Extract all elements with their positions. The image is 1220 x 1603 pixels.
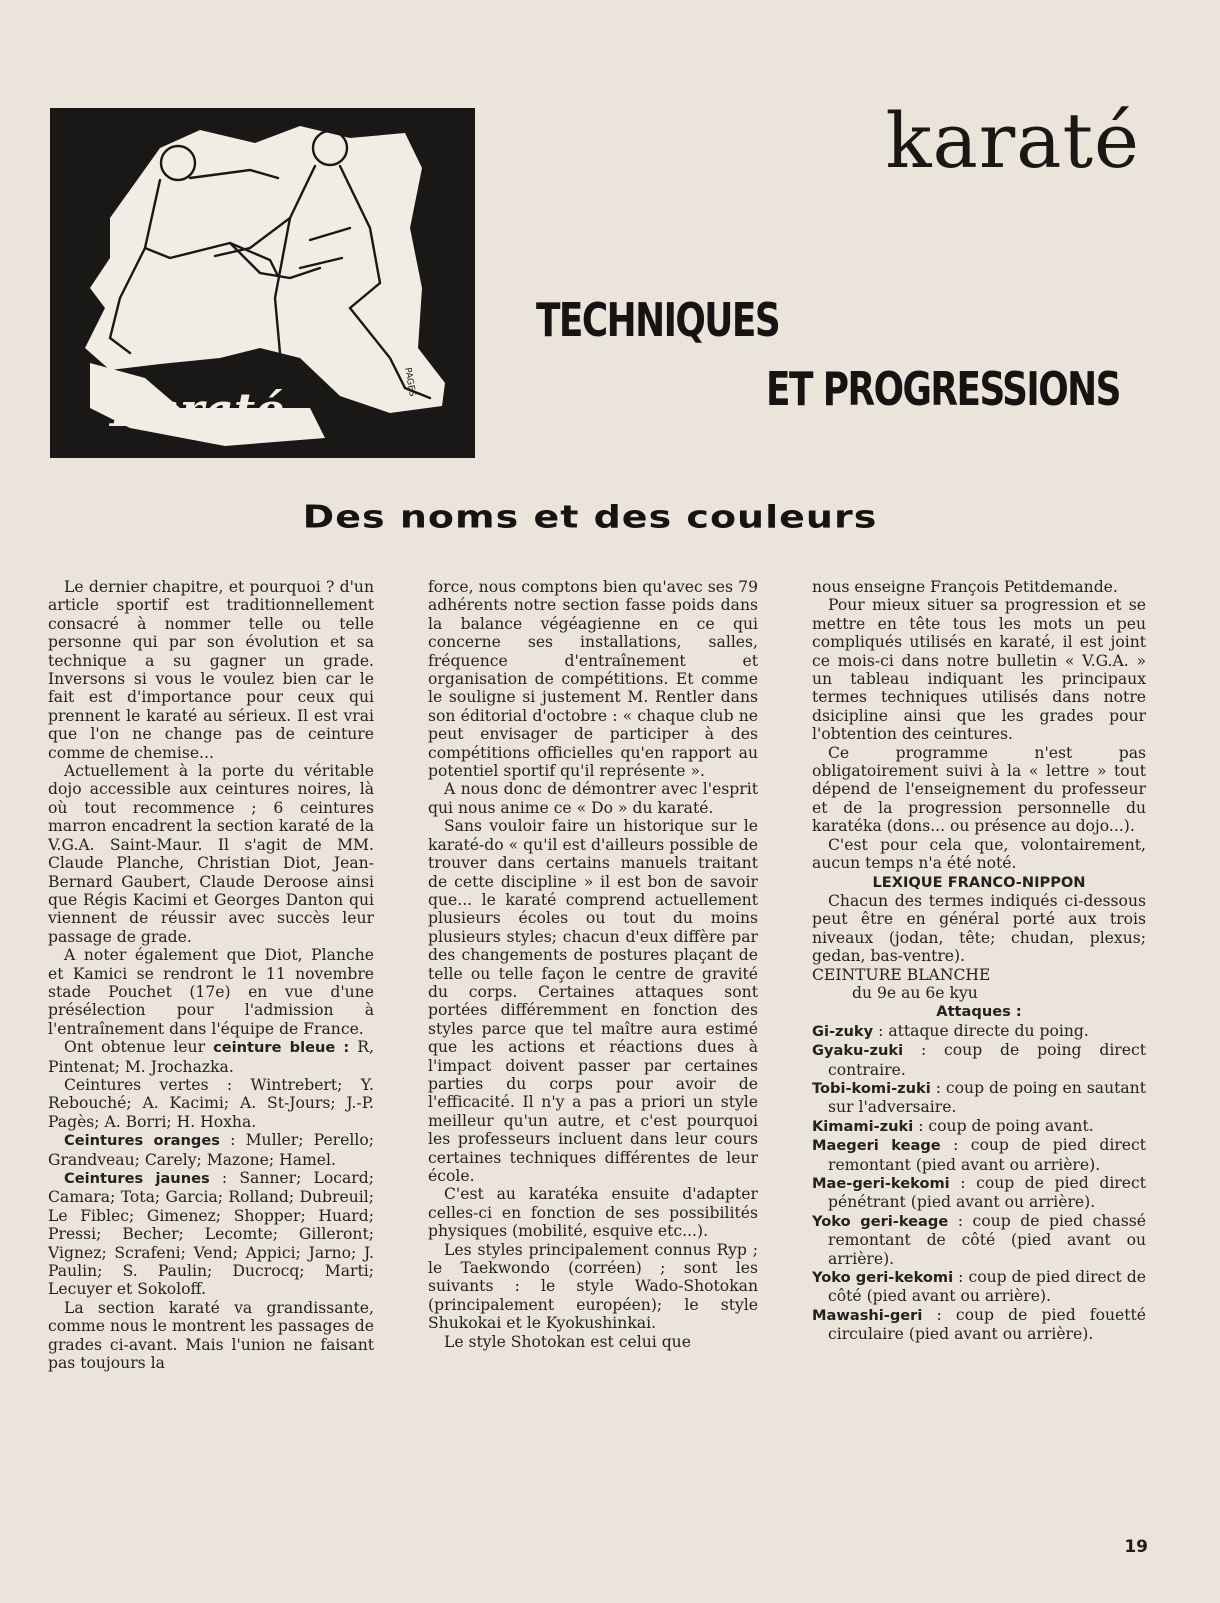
- term-name: Kimami-zuki: [812, 1117, 914, 1135]
- paragraph: Le style Shotokan est celui que: [444, 1332, 691, 1351]
- lexicon-term: [812, 1041, 1146, 1079]
- paragraph: force, nous comptons bien qu'avec ses 79 adhérents notre section fasse poids dans la balance végéagienne en ce qui concerne ses installations, salles, fréquence d'entraînement et organisation de compétitions. Et comme le souligne si justement M. Rentler dans son éditorial d'octobre : « chaque club ne peut envisager de participer à des compétitions officielles qu'en rapport au potentiel sportif qu'il représente ».: [428, 578, 758, 781]
- belt-range: du 9e au 6e kyu: [852, 983, 978, 1002]
- belt-label: Ceintures oranges: [64, 1132, 220, 1150]
- lexicon-term: [812, 1268, 1146, 1306]
- paragraph: C'est pour cela que, volontairement, aucun temps n'a été noté.: [812, 835, 1146, 873]
- paragraph: Le dernier chapitre, et pourquoi ? d'un article sportif est traditionnellement consacré à nommer telle ou telle personne qui par son évolution et sa technique a su gagner un grade. Inversons si vous le voulez bien car le fait est d'importance pour ceux qui prennent le karaté au sérieux. Il est vrai que l'on ne change pas de ceinture comme de chemise...: [48, 578, 374, 762]
- belt-title: CEINTURE BLANCHE: [812, 965, 991, 984]
- term-definition: : coup de poing direct contraire.: [828, 1041, 1146, 1079]
- paragraph: [48, 1038, 374, 1076]
- paragraph: A noter également que Diot, Planche et Kamici se rendront le 11 novembre stade Pouchet (17e) en vue d'une présélection pour l'admission à l'entraînement dans l'équipe de France.: [48, 946, 374, 1038]
- text-run: : Sanner; Locard; Camara; Tota; Garcia; Rolland; Dubreuil; Le Fiblec; Gimenez; Shopper; Huard; Pressi; Becher; Lecomte; Gilleront; Vignez; Scrafeni; Vend; Appici; Jarno; J. Paulin; S. Paulin; Ducrocq; Marti; Lecuyer et Sokoloff.: [48, 1169, 374, 1299]
- lexicon-term: [812, 1079, 1146, 1117]
- section-title: karaté: [885, 96, 1140, 185]
- lexicon-term: [812, 1136, 1146, 1174]
- term-name: Maegeri keage: [812, 1137, 941, 1155]
- paragraph: Sans vouloir faire un historique sur le karaté-do « qu'il est d'ailleurs possible de trouver dans certains manuels traitant de cette discipline » il est bon de savoir que... le karaté comprend actuellement plusieurs écoles ou tout du moins plusieurs styles; chacun d'eux diffère par des changements de postures plaçant de telle ou telle façon le centre de gravité du corps. Certaines attaques sont portées différemment en fonction des styles parce que tel maître aura estimé que les actions et réactions dues à l'impact doivent passer par certaines parties du corps pour avoir de l'efficacité. Il n'y a pas a priori un style meilleur qu'un autre, et c'est pourquoi les professeurs incluent dans leur cours certaines techniques différentes de leur école.: [428, 817, 758, 1185]
- attacks-title-text: Attaques :: [936, 1003, 1022, 1021]
- text-run: Ont obtenue leur: [64, 1038, 206, 1057]
- paragraph: C'est au karatéka ensuite d'adapter celles-ci en fonction de ses possibilités physiques (mobilité, esquive etc...).: [428, 1185, 758, 1241]
- lexicon-term: [812, 1212, 1146, 1268]
- attacks-title: [812, 1002, 1146, 1021]
- paragraph: Chacun des termes indiqués ci-dessous peut être en général porté aux trois niveaux (jodan, tête; chudan, plexus; gedan, bas-ventre).: [812, 891, 1146, 966]
- lexicon-term: [812, 1174, 1146, 1212]
- lexique-title: [812, 873, 1146, 892]
- term-definition: : attaque directe du poing.: [878, 1021, 1089, 1040]
- text-run: R, Pintenat; M. Jrochazka.: [48, 1038, 374, 1076]
- term-name: Gi-zuky: [812, 1022, 874, 1040]
- subheadline: Des noms et des couleurs: [302, 498, 878, 536]
- lexicon-term: [812, 1022, 1146, 1041]
- term-definition: : coup de poing en sautant sur l'adversaire.: [828, 1078, 1146, 1117]
- paragraph: Ce programme n'est pas obligatoirement suivi à la « lettre » tout dépend de l'enseignement du professeur et de la progression personnelle du karatéka (dons... ou présence au dojo...).: [812, 743, 1146, 836]
- paragraph: [48, 1131, 374, 1169]
- illustration-caption: Karaté: [110, 383, 285, 437]
- paragraph: Ceintures vertes : Wintrebert; Y. Rebouché; A. Kacimi; A. St-Jours; J.-P. Pagès; A. Borri; H. Hoxha.: [48, 1075, 374, 1131]
- lexicon-term: [812, 1117, 1146, 1136]
- article-column-3: [812, 578, 1146, 1344]
- text-run: : Muller; Perello; Grandveau; Carely; Mazone; Hamel.: [48, 1131, 374, 1169]
- page-number: 19: [1124, 1537, 1148, 1557]
- term-definition: : coup de pied fouetté circulaire (pied avant ou arrière).: [828, 1305, 1146, 1344]
- karate-fighters-drawing: [50, 108, 475, 458]
- paragraph: La section karaté va grandissante, comme nous le montrent les passages de grades ci-avant. Mais l'union ne faisant pas toujours la: [48, 1298, 374, 1373]
- paragraph: Les styles principalement connus Ryp ; le Taekwondo (corréen) ; sont les suivants : le style Wado-Shotokan (principalement européen); le style Shukokai et le Kyokushinkai.: [428, 1240, 758, 1333]
- term-name: Mawashi-geri: [812, 1306, 923, 1324]
- article-column-2: [428, 578, 758, 1351]
- lexique-title-text: LEXIQUE FRANCO-NIPPON: [872, 873, 1086, 891]
- paragraph: Actuellement à la porte du véritable dojo accessible aux ceintures noires, là où tout recommence ; 6 ceintures marron encadrent la section karaté de la V.G.A. Saint-Maur. Il s'agit de MM. Claude Planche, Christian Diot, Jean-Bernard Gaubert, Claude Deroose ainsi que Régis Kacimi et Georges Danton qui viennent de réussir avec succès leur passage de grade.: [48, 762, 374, 946]
- artist-signature: PAGES: [402, 366, 417, 398]
- headline-line2: ET PROGRESSIONS: [766, 362, 1120, 416]
- karate-illustration: [50, 108, 475, 458]
- term-name: Gyaku-zuki: [812, 1042, 904, 1060]
- paragraph: Pour mieux situer sa progression et se mettre en tête tous les mots un peu compliqués utilisés en karaté, il est joint ce mois-ci dans notre bulletin « V.G.A. » un tableau indiquant les principaux termes techniques utilisés dans notre dsicipline ainsi que les grades pour l'obtention des ceintures.: [812, 596, 1146, 744]
- belt-label: Ceintures jaunes: [64, 1170, 210, 1187]
- paragraph: A nous donc de démontrer avec l'esprit qui nous anime ce « Do » du karaté.: [428, 780, 758, 817]
- term-name: Tobi-komi-zuki: [812, 1079, 931, 1097]
- article-column-1: [48, 578, 374, 1372]
- term-definition: : coup de pied direct de côté (pied avant ou arrière).: [828, 1268, 1146, 1306]
- lexicon-term: [812, 1306, 1146, 1344]
- term-name: Yoko geri-kekomi: [812, 1269, 954, 1287]
- belt-label: ceinture bleue :: [213, 1039, 350, 1057]
- term-name: Yoko geri-keage: [812, 1212, 949, 1230]
- headline-line1: TECHNIQUES: [536, 293, 780, 347]
- paragraph: nous enseigne François Petitdemande.: [812, 578, 1118, 596]
- term-definition: : coup de poing avant.: [918, 1116, 1094, 1135]
- term-definition: : coup de pied chassé remontant de côté (pied avant ou arrière).: [828, 1211, 1146, 1268]
- term-definition: : coup de pied direct pénétrant (pied avant ou arrière).: [828, 1174, 1146, 1212]
- term-definition: : coup de pied direct remontant (pied avant ou arrière).: [828, 1136, 1146, 1174]
- term-name: Mae-geri-kekomi: [812, 1175, 950, 1192]
- paragraph: [48, 1169, 374, 1299]
